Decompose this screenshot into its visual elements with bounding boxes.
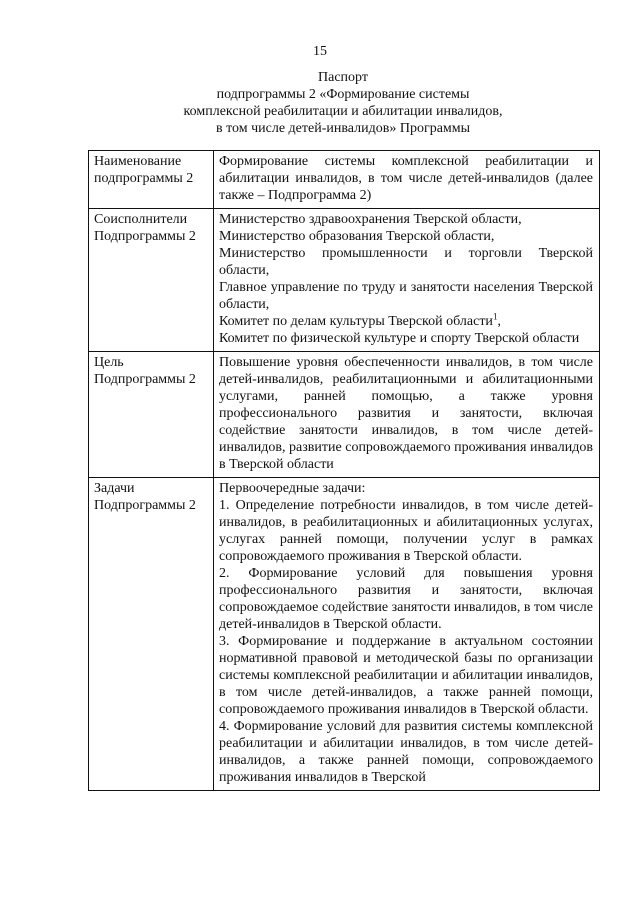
row-value — [214, 151, 600, 209]
value-paragraph: Министерство промышленности и торговли Тверской области, — [219, 246, 593, 278]
row-label: Цель Подпрограммы 2 — [89, 352, 214, 478]
value-text: Комитет по делам культуры Тверской области — [219, 314, 493, 329]
heading-title: Паспорт — [318, 70, 368, 85]
row-value — [214, 209, 600, 352]
value-paragraph: 2. Формирование условий для повышения уровня профессионального развития и занятости, включая сопровождаемое содействие занятости инвалидов, в том числе детей-инвалидов в Тверской области. — [219, 566, 593, 632]
footnote-mark: 1 — [492, 311, 498, 322]
value-paragraph: Министерство образования Тверской области, — [219, 229, 495, 244]
table-row-coexecutors — [89, 209, 600, 352]
value-paragraph: Министерство здравоохранения Тверской области, — [219, 212, 522, 227]
value-paragraph: 3. Формирование и поддержание в актуальном состоянии нормативной правовой и методической базы по организации системы комплексной реабилитации и абилитации инвалидов, в том числе детей-инвалидов, а также ранней помощи, сопровождаемого проживания инвалидов в Тверской области. — [219, 634, 593, 717]
value-paragraph-footnoted — [219, 313, 593, 330]
heading-line: в том числе детей-инвалидов» Программы — [215, 121, 471, 136]
value-paragraph: Повышение уровня обеспеченности инвалидов, в том числе детей-инвалидов, реабилитационными и абилитационными услугами, ранней помощью, а также уровня профессионального развития и занятости, включая содействие занятости инвалидов, в том числе детей-инвалидов, развитие сопровождаемого проживания инвалидов в Тверской области — [219, 355, 593, 472]
row-label: Наименование подпрограммы 2 — [89, 151, 214, 209]
footnote-suffix: , — [497, 314, 501, 329]
row-value — [214, 352, 600, 478]
value-paragraph: Формирование системы комплексной реабилитации и абилитации инвалидов, в том числе детей-инвалидов (далее также – Подпрограмма 2) — [219, 154, 593, 203]
row-label: Соисполнители Подпрограммы 2 — [89, 209, 214, 352]
table-row-tasks — [89, 478, 600, 791]
table-row-name — [89, 151, 600, 209]
document-heading — [150, 69, 536, 137]
heading-line: подпрограммы 2 «Формирование системы — [216, 87, 470, 102]
page-number: 15 — [313, 44, 327, 59]
heading-line: комплексной реабилитации и абилитации инвалидов, — [183, 104, 503, 119]
value-paragraph: Комитет по физической культуре и спорту Тверской области — [219, 331, 580, 346]
value-paragraph: Главное управление по труду и занятости населения Тверской области, — [219, 280, 593, 312]
table-row-goal — [89, 352, 600, 478]
value-paragraph: 1. Определение потребности инвалидов, в том числе детей-инвалидов, в реабилитационных и абилитационных услугах, услугах ранней помощи, получении услуг в рамках сопровождаемого проживания в Тверской области. — [219, 498, 593, 564]
value-paragraph: Первоочередные задачи: — [219, 481, 366, 496]
row-value — [214, 478, 600, 791]
value-paragraph: 4. Формирование условий для развития системы комплексной реабилитации и абилитации инвалидов, в том числе детей-инвалидов, а также ранней помощи, сопровождаемого проживания инвалидов в Тверской — [219, 719, 593, 785]
passport-table — [88, 150, 600, 791]
row-label: Задачи Подпрограммы 2 — [89, 478, 214, 791]
